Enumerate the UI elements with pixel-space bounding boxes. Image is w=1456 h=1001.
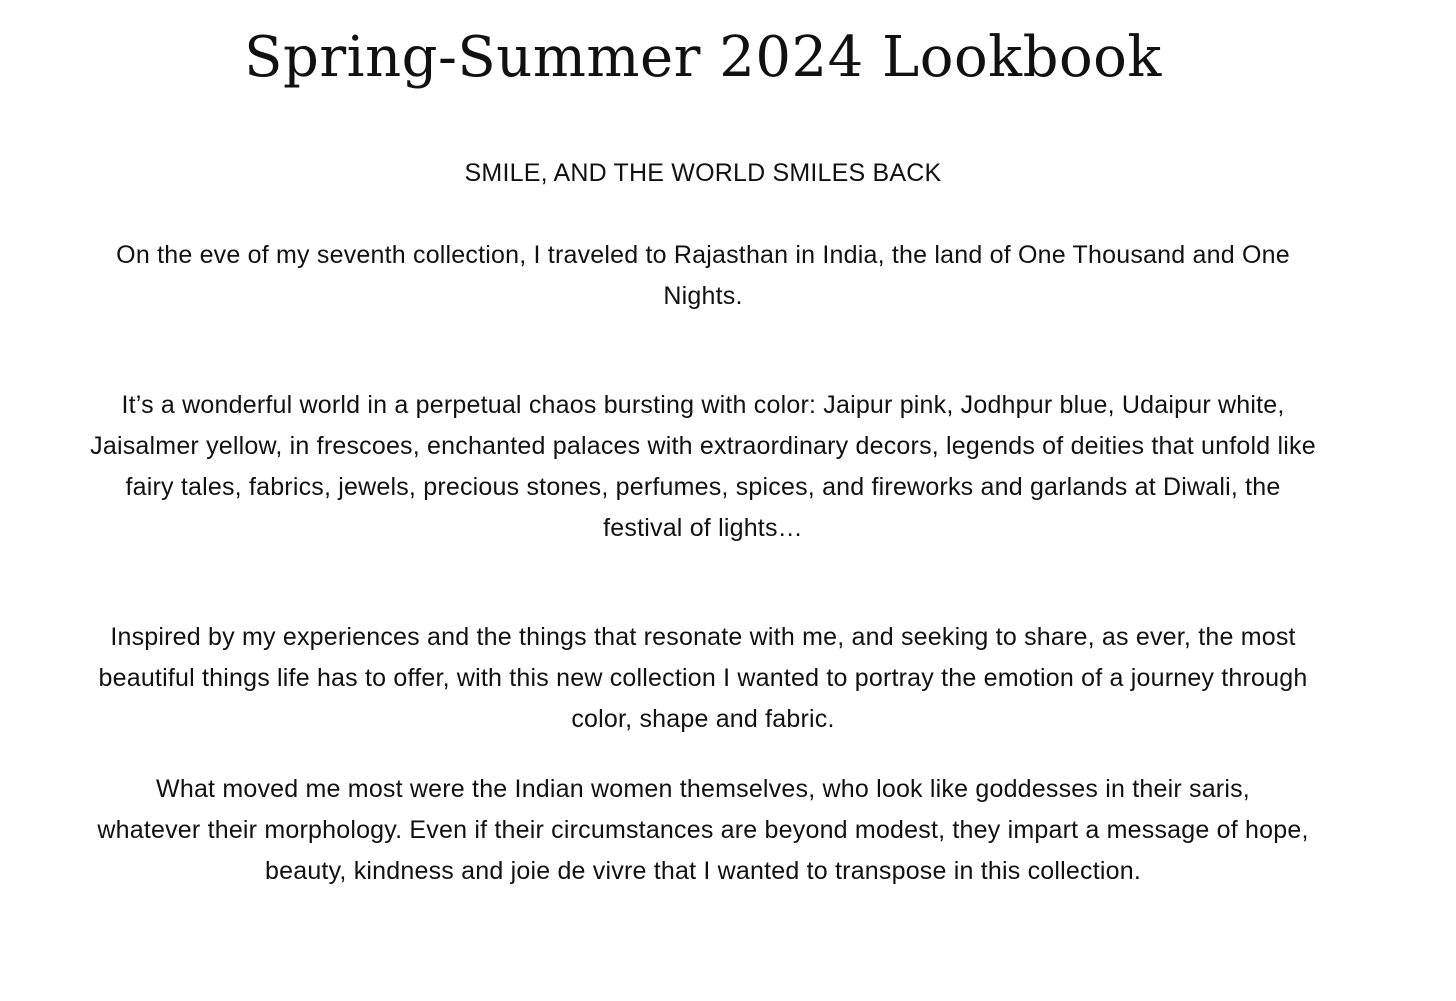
page-title: Spring-Summer 2024 Lookbook [244,25,1162,90]
paragraph-4 [88,769,1318,892]
paragraph-2: It’s a wonderful world in a perpetual chaos bursting with color: Jaipur pink, Jodhpur blue, Udaipur white, Jaisalmer yellow, in frescoes, enchanted palaces with extraordinary decors, legends of deities that unfold like fairy tales, fabrics, jewels, precious stones, perfumes, spices, and fireworks and garlands at Diwali, the festival of lights… [90,391,1316,542]
paragraph-4-line-2: whatever their morphology. Even if their circumstances are beyond modest, they impart a message of hope, beauty, kindness and joie de vivre that I wanted to transpose in this collection. [97,816,1309,885]
paragraph-4-line-1: What moved me most were the Indian women themselves, who look like goddesses in their saris, [156,775,1250,803]
paragraph-1: On the eve of my seventh collection, I traveled to Rajasthan in India, the land of One Thousand and One Nights. [116,241,1290,310]
paragraph-3: Inspired by my experiences and the things that resonate with me, and seeking to share, as ever, the most beautiful things life has to offer, with this new collection I wanted to portray the emotion of a journey through color, shape and fabric. [98,623,1308,733]
page-subtitle: SMILE, AND THE WORLD SMILES BACK [464,159,942,187]
